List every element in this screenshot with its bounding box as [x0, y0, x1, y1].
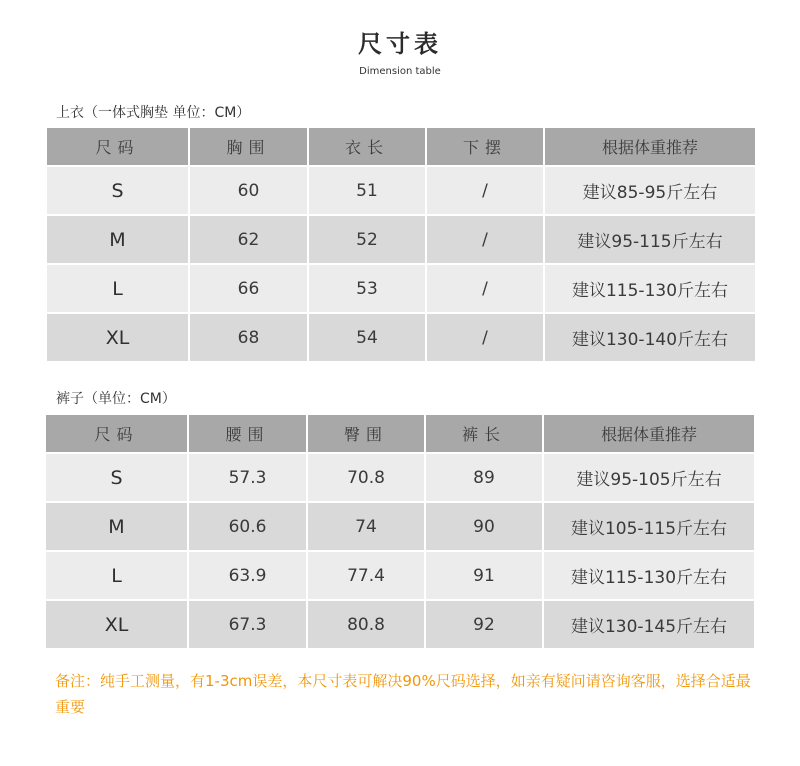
length-cell: 54	[308, 313, 426, 362]
table-row	[46, 264, 756, 313]
size-cell: L	[46, 264, 189, 313]
table-header-row	[46, 127, 756, 166]
size-cell: M	[46, 215, 189, 264]
pants-length-cell: 92	[425, 600, 543, 649]
column-header-pants-length: 裤长	[425, 414, 543, 453]
table-row	[46, 313, 756, 362]
size-cell: S	[45, 453, 188, 502]
pants-length-cell: 89	[425, 453, 543, 502]
waist-cell: 67.3	[188, 600, 307, 649]
recommend-cell: 建议95-105斤左右	[543, 453, 755, 502]
recommend-cell: 建议105-115斤左右	[543, 502, 755, 551]
recommend-cell: 建议85-95斤左右	[544, 166, 756, 215]
chest-cell: 60	[189, 166, 308, 215]
hip-cell: 74	[307, 502, 425, 551]
size-cell: M	[45, 502, 188, 551]
length-cell: 53	[308, 264, 426, 313]
pants-length-cell: 91	[425, 551, 543, 600]
top-size-table	[45, 126, 757, 363]
length-cell: 52	[308, 215, 426, 264]
column-header-recommend: 根据体重推荐	[543, 414, 755, 453]
recommend-cell: 建议130-140斤左右	[544, 313, 756, 362]
page-title: 尺寸表	[358, 30, 442, 58]
hem-cell: /	[426, 313, 544, 362]
table-row	[46, 166, 756, 215]
hem-cell: /	[426, 166, 544, 215]
page-subtitle: Dimension table	[359, 66, 441, 77]
waist-cell: 57.3	[188, 453, 307, 502]
table-row	[45, 453, 755, 502]
hem-cell: /	[426, 215, 544, 264]
hip-cell: 77.4	[307, 551, 425, 600]
column-header-hem: 下摆	[426, 127, 544, 166]
pants-length-cell: 90	[425, 502, 543, 551]
size-cell: S	[46, 166, 189, 215]
column-header-size: 尺码	[46, 127, 189, 166]
recommend-cell: 建议115-130斤左右	[544, 264, 756, 313]
column-header-waist: 腰围	[188, 414, 307, 453]
table-row	[45, 502, 755, 551]
column-header-hip: 臀围	[307, 414, 425, 453]
recommend-cell: 建议115-130斤左右	[543, 551, 755, 600]
chest-cell: 62	[189, 215, 308, 264]
waist-cell: 63.9	[188, 551, 307, 600]
column-header-size: 尺码	[45, 414, 188, 453]
size-cell: XL	[45, 600, 188, 649]
column-header-recommend: 根据体重推荐	[544, 127, 756, 166]
chest-cell: 66	[189, 264, 308, 313]
top-section-label: 上衣（一体式胸垫 单位：CM）	[56, 105, 251, 121]
hip-cell: 70.8	[307, 453, 425, 502]
recommend-cell: 建议130-145斤左右	[543, 600, 755, 649]
chest-cell: 68	[189, 313, 308, 362]
pants-size-table	[44, 413, 756, 650]
table-header-row	[45, 414, 755, 453]
measurement-note: 备注：纯手工测量，有1-3cm误差，本尺寸表可解决90%尺码选择，如亲有疑问请咨询客服，选择合适最重要	[55, 672, 751, 716]
size-cell: XL	[46, 313, 189, 362]
table-row	[46, 215, 756, 264]
table-row	[45, 600, 755, 649]
recommend-cell: 建议95-115斤左右	[544, 215, 756, 264]
size-cell: L	[45, 551, 188, 600]
waist-cell: 60.6	[188, 502, 307, 551]
column-header-chest: 胸围	[189, 127, 308, 166]
hip-cell: 80.8	[307, 600, 425, 649]
hem-cell: /	[426, 264, 544, 313]
pants-section-label: 裤子（单位：CM）	[56, 391, 176, 407]
column-header-length: 衣长	[308, 127, 426, 166]
length-cell: 51	[308, 166, 426, 215]
table-row	[45, 551, 755, 600]
